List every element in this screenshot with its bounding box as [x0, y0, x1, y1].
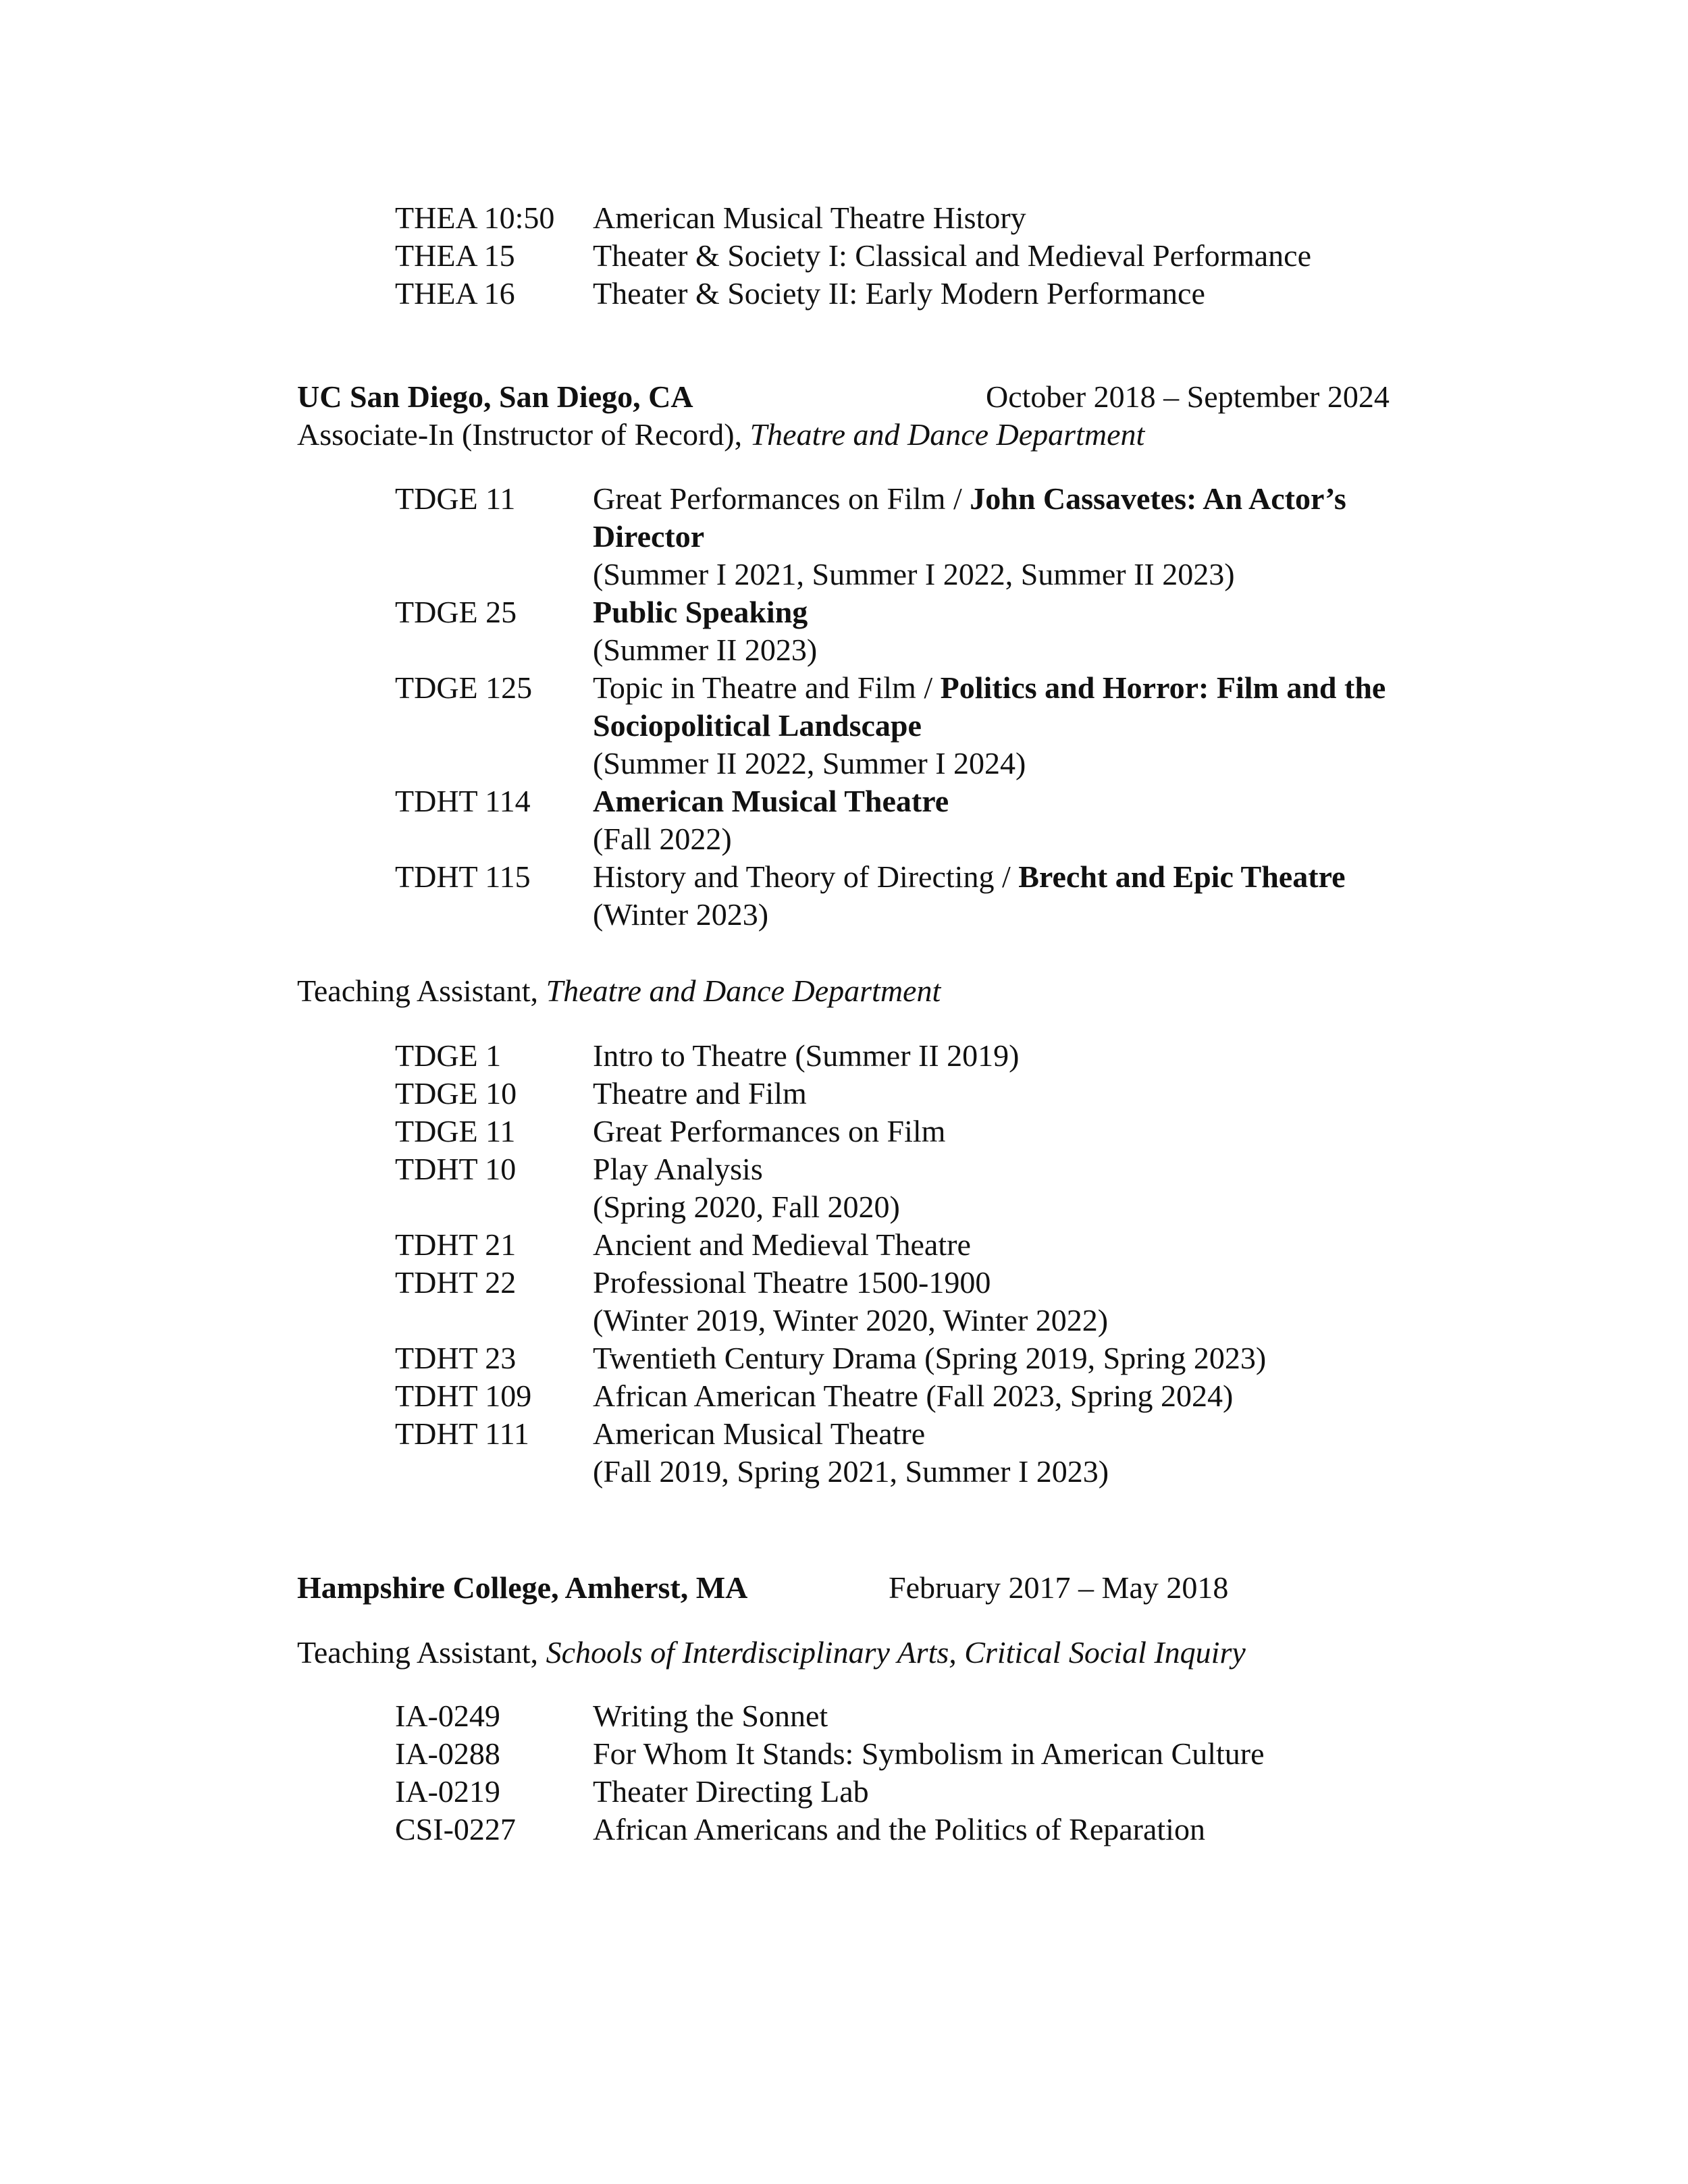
course-title: Theatre and Film [593, 1076, 807, 1111]
course-terms: (Summer II 2023) [593, 633, 818, 667]
course-topic: John Cassavetes: An Actor’s [970, 481, 1346, 516]
course-topic-continued: Director [593, 519, 705, 554]
course-terms: (Winter 2023) [593, 897, 769, 932]
course-title [593, 858, 1346, 896]
course-code: TDHT 10 [395, 1152, 517, 1186]
course-code: TDGE 11 [395, 1114, 516, 1148]
course-title: American Musical Theatre [593, 1416, 926, 1451]
course-terms: (Winter 2019, Winter 2020, Winter 2022) [593, 1303, 1109, 1337]
course-prefix: History and Theory of Directing / [593, 859, 1019, 894]
course-title: Play Analysis [593, 1152, 763, 1186]
employment-dates: October 2018 – September 2024 [986, 379, 1390, 414]
course-title: Intro to Theatre (Summer II 2019) [593, 1038, 1020, 1073]
course-title: Great Performances on Film [593, 1114, 946, 1148]
course-code: TDGE 11 [395, 481, 516, 516]
course-terms: (Summer I 2021, Summer I 2022, Summer II 2023) [593, 557, 1235, 591]
course-code: IA-0219 [395, 1774, 500, 1809]
course-topic-continued: Sociopolitical Landscape [593, 708, 922, 743]
institution-name: Hampshire College, Amherst, MA [297, 1570, 748, 1605]
role-department: Schools of Interdisciplinary Arts, Critical Social Inquiry [546, 1635, 1246, 1670]
course-code: IA-0288 [395, 1736, 500, 1771]
course-code: CSI-0227 [395, 1812, 516, 1846]
course-code: TDGE 1 [395, 1038, 502, 1073]
course-title: Ancient and Medieval Theatre [593, 1227, 971, 1262]
role-department: Theatre and Dance Department [546, 974, 941, 1008]
role-line [297, 416, 1144, 454]
course-code: THEA 16 [395, 276, 515, 311]
role-line [297, 1634, 1246, 1672]
course-code: TDHT 23 [395, 1341, 517, 1375]
course-title: For Whom It Stands: Symbolism in American Culture [593, 1736, 1265, 1771]
course-title [593, 480, 1346, 518]
course-terms: (Fall 2022) [593, 822, 732, 856]
course-title: Theater Directing Lab [593, 1774, 869, 1809]
course-topic: Brecht and Epic Theatre [1018, 859, 1346, 894]
course-title: Writing the Sonnet [593, 1699, 828, 1733]
institution-name: UC San Diego, San Diego, CA [297, 379, 693, 414]
course-title: Theater & Society II: Early Modern Performance [593, 276, 1205, 311]
role-department: Theatre and Dance Department [749, 417, 1145, 452]
course-terms: (Fall 2019, Spring 2021, Summer I 2023) [593, 1454, 1109, 1489]
course-title: Professional Theatre 1500-1900 [593, 1265, 991, 1300]
role-title: Teaching Assistant, [297, 974, 546, 1008]
course-code: THEA 15 [395, 238, 515, 273]
course-title [593, 669, 1386, 707]
course-code: TDHT 115 [395, 859, 531, 894]
course-topic: Politics and Horror: Film and the [940, 670, 1386, 705]
role-line [297, 972, 941, 1010]
course-code: TDHT 21 [395, 1227, 517, 1262]
course-code: TDHT 109 [395, 1379, 532, 1413]
course-title: African American Theatre (Fall 2023, Spring 2024) [593, 1379, 1234, 1413]
course-code: TDGE 10 [395, 1076, 517, 1111]
course-terms: (Summer II 2022, Summer I 2024) [593, 746, 1026, 780]
course-topic: American Musical Theatre [593, 784, 949, 818]
course-title: Twentieth Century Drama (Spring 2019, Spring 2023) [593, 1341, 1267, 1375]
course-code: THEA 10:50 [395, 201, 555, 235]
course-title: Theater & Society I: Classical and Medieval Performance [593, 238, 1311, 273]
course-code: TDHT 114 [395, 784, 531, 818]
course-prefix: Topic in Theatre and Film / [593, 670, 941, 705]
course-code: IA-0249 [395, 1699, 500, 1733]
course-code: TDHT 111 [395, 1416, 529, 1451]
course-title: American Musical Theatre History [593, 201, 1026, 235]
course-terms: (Spring 2020, Fall 2020) [593, 1190, 900, 1224]
role-title: Teaching Assistant, [297, 1635, 546, 1670]
course-prefix: Great Performances on Film / [593, 481, 970, 516]
course-code: TDGE 25 [395, 595, 517, 629]
course-topic: Public Speaking [593, 595, 808, 629]
role-title: Associate-In (Instructor of Record), [297, 417, 750, 452]
course-code: TDGE 125 [395, 670, 533, 705]
course-title: African Americans and the Politics of Reparation [593, 1812, 1205, 1846]
employment-dates: February 2017 – May 2018 [889, 1570, 1229, 1605]
course-code: TDHT 22 [395, 1265, 517, 1300]
